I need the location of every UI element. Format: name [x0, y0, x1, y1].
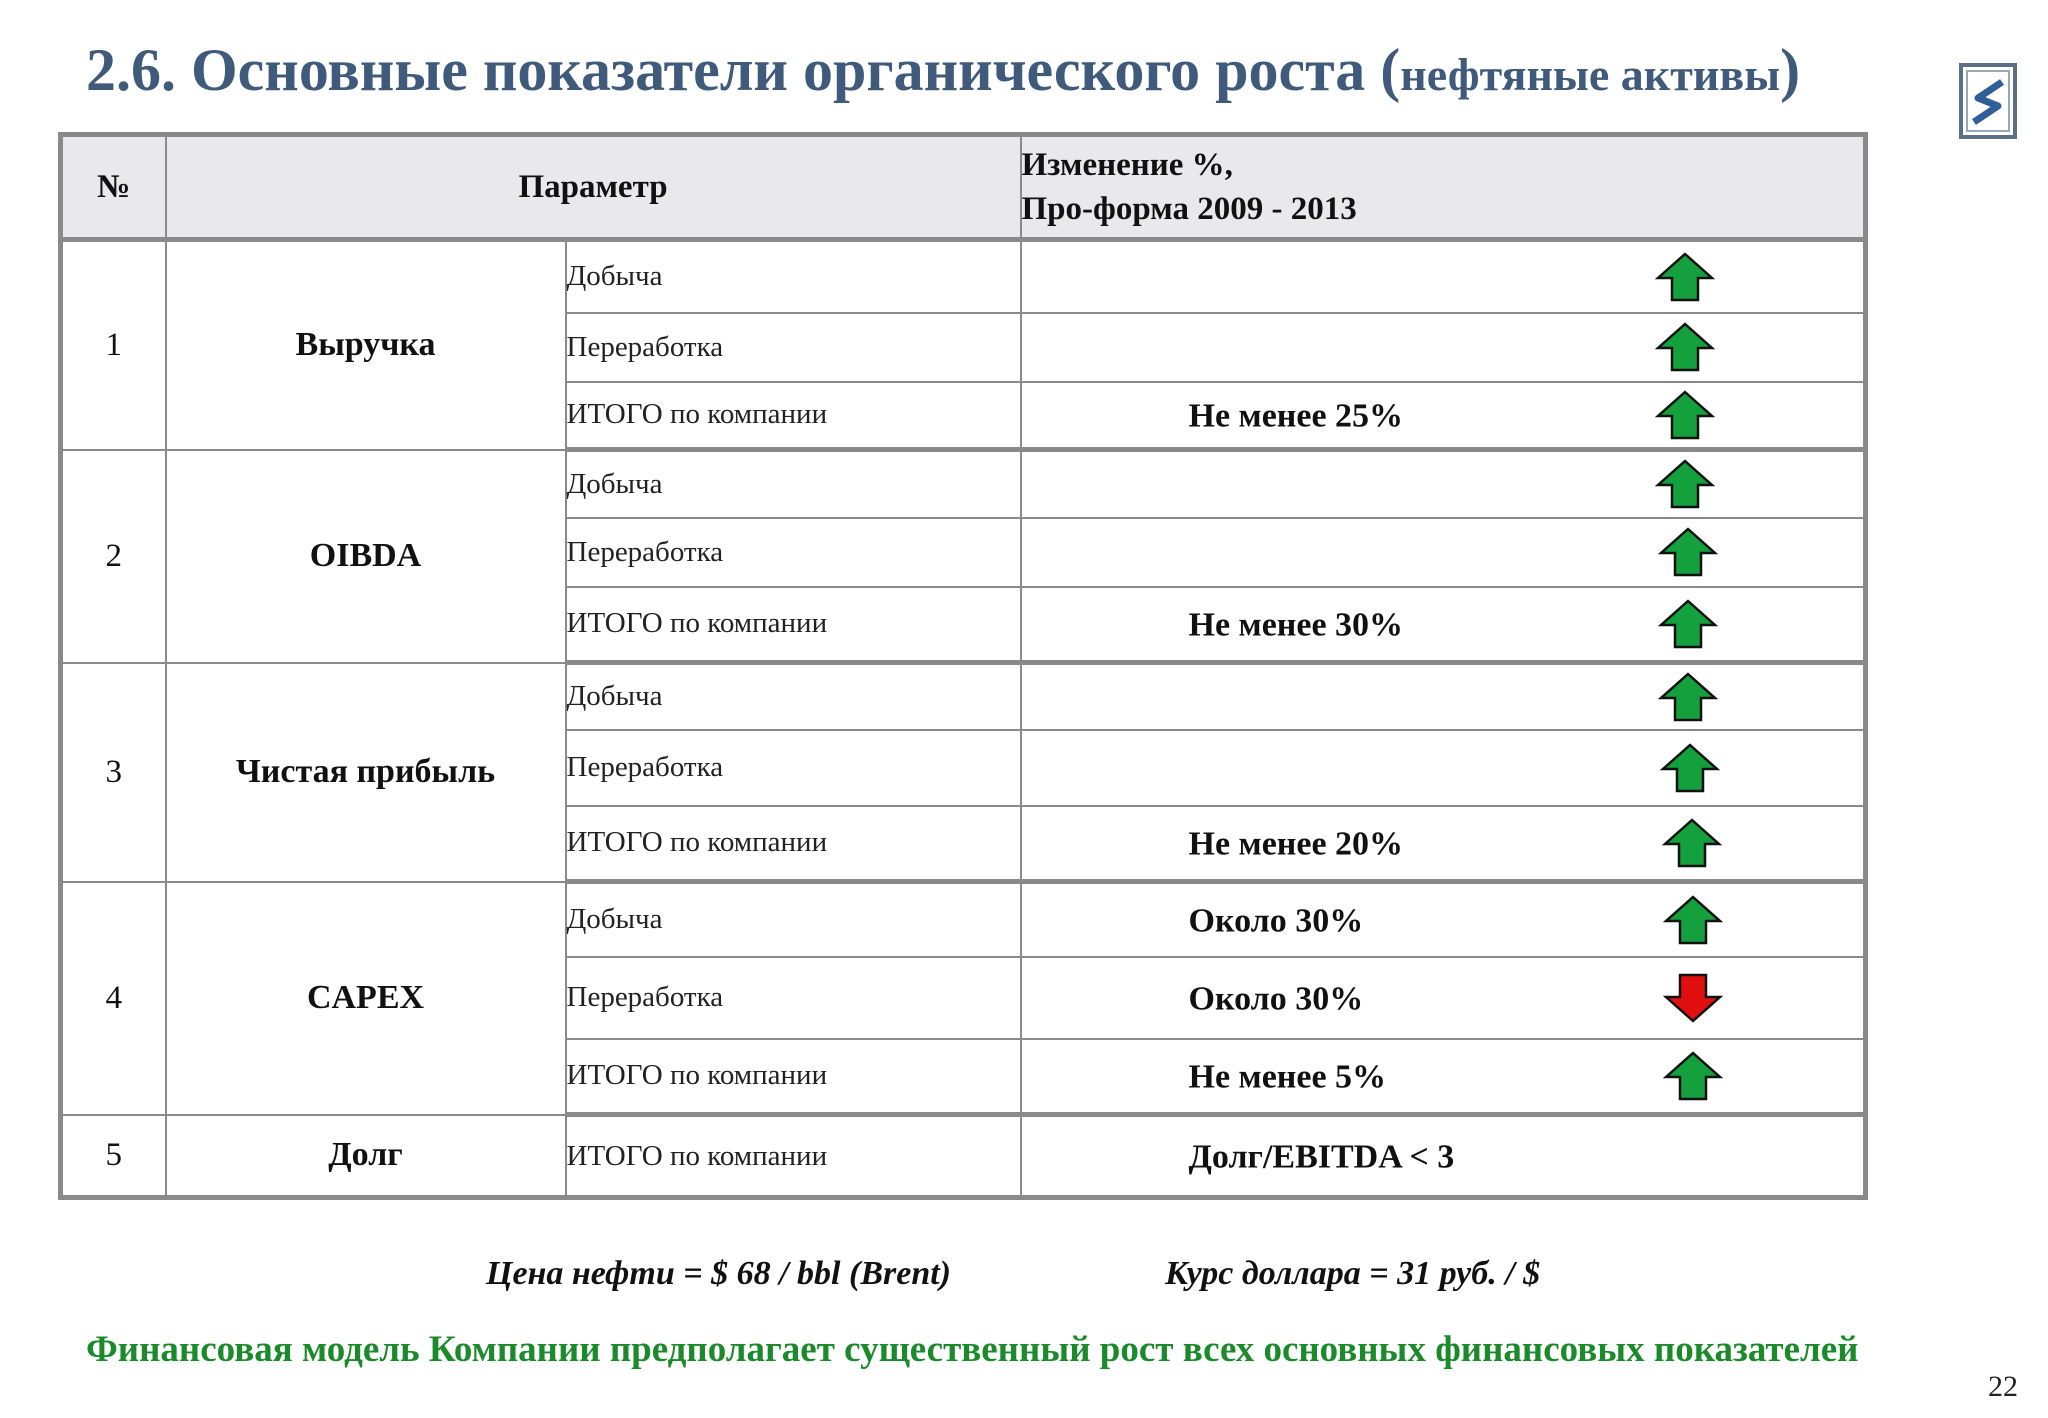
change-cell [1021, 587, 1866, 663]
arrow-up-icon [1662, 818, 1722, 868]
arrow-up-icon [1658, 599, 1718, 649]
title-close: ) [1780, 37, 1801, 103]
sub-parameter: Переработка [566, 518, 1021, 587]
header-change-line2: Про-форма 2009 - 2013 [1021, 191, 1357, 227]
sub-parameter: Добыча [566, 663, 1021, 730]
header-parameter: Параметр [166, 135, 1021, 240]
sub-parameter: ИТОГО по компании [566, 806, 1021, 882]
table-row [61, 240, 1866, 313]
arrow-down-icon [1663, 973, 1723, 1023]
row-number: 4 [61, 882, 166, 1115]
change-cell [1021, 518, 1866, 587]
sub-parameter: Переработка [566, 730, 1021, 806]
oil-price-assumption: Цена нефти = $ 68 / bbl (Brent) [486, 1255, 951, 1292]
change-cell [1021, 313, 1866, 382]
row-number: 2 [61, 450, 166, 663]
page-title [86, 36, 1800, 105]
change-value: Не менее 25% [1188, 397, 1404, 435]
parameter-name: Выручка [166, 240, 566, 450]
sub-parameter: Добыча [566, 240, 1021, 313]
sub-parameter: Добыча [566, 882, 1021, 957]
conclusion-text: Финансовая модель Компании предполагает существенный рост всех основных финансовых показателей [86, 1329, 1859, 1370]
sub-parameter: ИТОГО по компании [566, 1039, 1021, 1115]
arrow-up-icon [1663, 1051, 1723, 1101]
change-cell [1021, 1115, 1866, 1198]
title-main: 2.6. Основные показатели органического роста ( [86, 37, 1401, 103]
arrow-up-icon [1660, 743, 1720, 793]
arrow-up-icon [1655, 390, 1715, 440]
row-number: 1 [61, 240, 166, 450]
header-change [1021, 135, 1866, 240]
table-row [61, 1115, 1866, 1198]
sub-parameter: ИТОГО по компании [566, 382, 1021, 450]
sub-parameter: ИТОГО по компании [566, 587, 1021, 663]
table-row [61, 663, 1866, 730]
sub-parameter: Добыча [566, 450, 1021, 518]
parameter-name: OIBDA [166, 450, 566, 663]
change-value: Не менее 20% [1188, 825, 1404, 863]
title-subtitle: нефтяные активы [1400, 49, 1781, 100]
row-number: 5 [61, 1115, 166, 1198]
change-cell [1021, 882, 1866, 957]
change-value: Не менее 5% [1188, 1058, 1387, 1096]
table-body [61, 240, 1866, 1198]
parameter-name: Чистая прибыль [166, 663, 566, 882]
company-logo-icon [1958, 62, 2018, 140]
change-cell [1021, 382, 1866, 450]
arrow-up-icon [1658, 672, 1718, 722]
arrow-up-icon [1655, 322, 1715, 372]
table-row [61, 882, 1866, 957]
change-value: Около 30% [1188, 902, 1364, 940]
indicators-table [58, 132, 1868, 1200]
row-number: 3 [61, 663, 166, 882]
header-change-line1: Изменение %, [1021, 147, 1233, 183]
arrow-up-icon [1655, 459, 1715, 509]
change-value: Около 30% [1188, 980, 1364, 1018]
exchange-rate-assumption: Курс доллара = 31 руб. / $ [1165, 1255, 1541, 1292]
arrow-up-icon [1658, 527, 1718, 577]
change-cell [1021, 240, 1866, 313]
change-cell [1021, 1039, 1866, 1115]
change-cell [1021, 663, 1866, 730]
parameter-name: Долг [166, 1115, 566, 1198]
change-value: Долг/EBITDA < 3 [1188, 1138, 1455, 1176]
change-cell [1021, 806, 1866, 882]
change-cell [1021, 957, 1866, 1039]
table-header-row [61, 135, 1866, 240]
arrow-up-icon [1663, 895, 1723, 945]
sub-parameter: Переработка [566, 313, 1021, 382]
change-cell [1021, 730, 1866, 806]
header-number: № [61, 135, 166, 240]
change-cell [1021, 450, 1866, 518]
sub-parameter: ИТОГО по компании [566, 1115, 1021, 1198]
sub-parameter: Переработка [566, 957, 1021, 1039]
change-value: Не менее 30% [1188, 606, 1404, 644]
table-row [61, 450, 1866, 518]
page-number: 22 [1988, 1370, 2018, 1403]
parameter-name: CAPEX [166, 882, 566, 1115]
arrow-up-icon [1655, 252, 1715, 302]
